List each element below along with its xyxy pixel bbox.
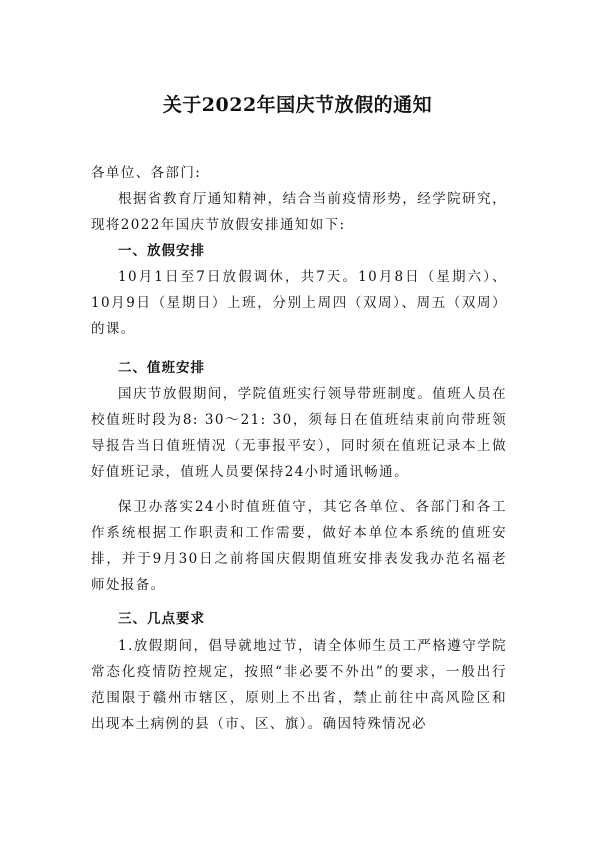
intro-paragraph: 根据省教育厅通知精神，结合当前疫情形势，经学院研究，现将2022年国庆节放假安排通知如下: [91,191,507,233]
section-heading-requirements: 三、几点要求 [118,611,205,627]
section-heading-duty: 二、值班安排 [118,360,205,376]
salutation: 各单位、各部门: [91,165,202,181]
requirements-paragraph-1: 1.放假期间，倡导就地过节，请全体师生员工严格遵守学院常态化疫情防控规定，按照“非必要不外出”的要求，一般出行范围限于赣州市辖区，原则上不出省，禁止前往中高风险区和出现本土病例的县（市、区、旗）。确因特殊情况必 [91,638,507,732]
section-heading-holiday: 一、放假安排 [118,243,205,259]
document-title: 关于2022年国庆节放假的通知 [162,94,433,116]
duty-paragraph-2: 保卫办落实24小时值班值守，其它各单位、各部门和各工作系统根据工作职责和工作需要，做好本单位本系统的值班安排，并于9月30日之前将国庆假期值班安排表发我办范名福老师处报备。 [91,499,507,593]
holiday-paragraph: 10月1日至7日放假调休，共7天。10月8日（星期六）、10月9日（星期日）上班，分别上周四（双周）、周五（双周）的课。 [91,269,507,337]
duty-paragraph-1: 国庆节放假期间，学院值班实行领导带班制度。值班人员在校值班时段为8: 30～21: 30，须每日在值班结束前向带班领导报告当日值班情况（无事报平安），同时须在值班记录本上做好值班记录，值班人员要保持24小时通讯畅通。 [91,386,507,480]
